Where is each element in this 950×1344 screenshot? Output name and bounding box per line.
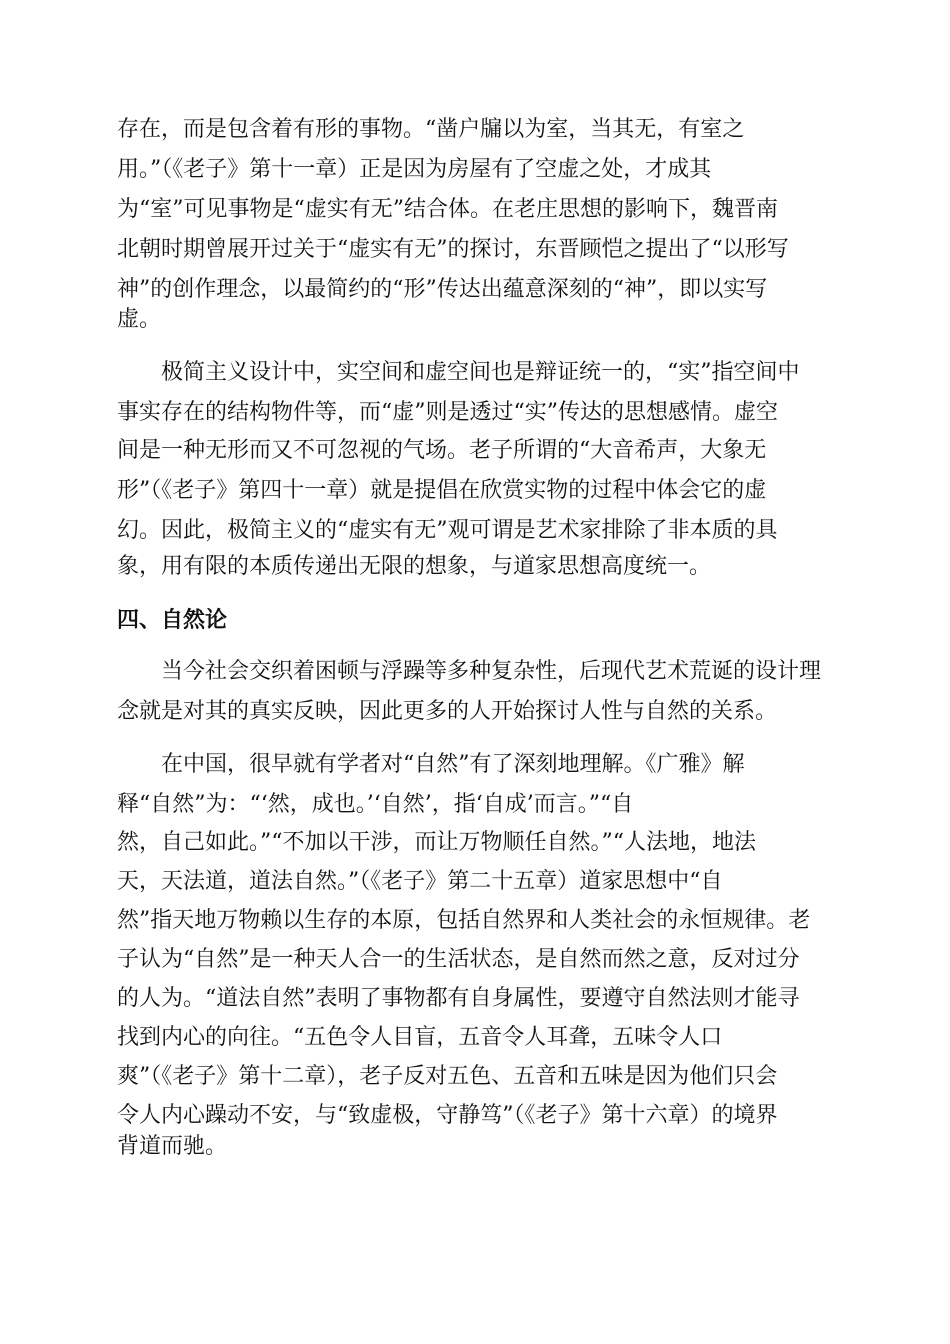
- paragraph-1-line-1: 存在，而是包含着有形的事物。“凿户牖以为室，当其无，有室之: [117, 117, 745, 142]
- paragraph-2-line-5: 幻。因此，极简主义的“虚实有无”观可谓是艺术家排除了非本质的具: [117, 518, 778, 543]
- paragraph-4-line-6: 子认为“自然”是一种天人合一的生活状态，是自然而然之意，反对过分: [117, 947, 800, 972]
- paragraph-4-line-4: 天，天法道，道法自然。”（《老子》第二十五章）道家思想中“自: [117, 869, 723, 894]
- paragraph-1-line-5: 神”的创作理念，以最简约的“形”传达出蕴意深刻的“神”，即以实写: [117, 277, 768, 302]
- paragraph-4-line-5: 然”指天地万物赖以生存的本原，包括自然界和人类社会的永恒规律。老: [117, 908, 811, 933]
- paragraph-2-line-3: 间是一种无形而又不可忽视的气场。老子所谓的“大音希声，大象无: [117, 438, 767, 463]
- paragraph-2-line-4: 形”（《老子》第四十一章）就是提倡在欣赏实物的过程中体会它的虚: [117, 478, 767, 503]
- paragraph-4-line-7: 的人为。“道法自然”表明了事物都有自身属性，要遵守自然法则才能寻: [117, 986, 800, 1011]
- paragraph-2-line-2: 事实存在的结构物件等，而“虚”则是透过“实”传达的思想感情。虚空: [117, 400, 778, 425]
- paragraph-2-line-6: 象，用有限的本质传递出无限的想象，与道家思想高度统一。: [117, 554, 712, 579]
- paragraph-4-line-10: 令人内心躁动不安，与“致虚极，守静笃”（《老子》第十六章）的境界: [117, 1103, 778, 1128]
- paragraph-4-line-8: 找到内心的向往。“五色令人目盲，五音令人耳聋，五味令人口: [117, 1025, 723, 1050]
- paragraph-4-line-1: 在中国，很早就有学者对“自然”有了深刻地理解。《广雅》解: [161, 752, 745, 777]
- paragraph-3-line-1: 当今社会交织着困顿与浮躁等多种复杂性，后现代艺术荒诞的设计理: [161, 659, 822, 684]
- paragraph-3-line-2: 念就是对其的真实反映，因此更多的人开始探讨人性与自然的关系。: [117, 699, 778, 724]
- section-heading: 四、自然论: [117, 607, 228, 633]
- paragraph-4-line-2: 释“自然”为：“‘然，成也。’‘自然’，指‘自成’而言。”“自: [117, 792, 634, 817]
- paragraph-1-line-2: 用。”（《老子》第十一章）正是因为房屋有了空虚之处，才成其: [117, 157, 712, 182]
- paragraph-2-line-1: 极简主义设计中，实空间和虚空间也是辩证统一的，“实”指空间中: [161, 360, 800, 385]
- paragraph-4-line-11: 背道而驰。: [117, 1134, 228, 1159]
- paragraph-4-line-3: 然，自己如此。”“不加以干涉，而让万物顺任自然。”“人法地，地法: [117, 830, 756, 855]
- paragraph-1-line-6: 虚。: [117, 307, 162, 332]
- paragraph-4-line-9: 爽”（《老子》第十二章），老子反对五色、五音和五味是因为他们只会: [117, 1064, 778, 1089]
- paragraph-1-line-3: 为“室”可见事物是“虚实有无”结合体。在老庄思想的影响下，魏晋南: [117, 197, 778, 222]
- paragraph-1-line-4: 北朝时期曾展开过关于“虚实有无”的探讨，东晋顾恺之提出了“以形写: [117, 237, 789, 262]
